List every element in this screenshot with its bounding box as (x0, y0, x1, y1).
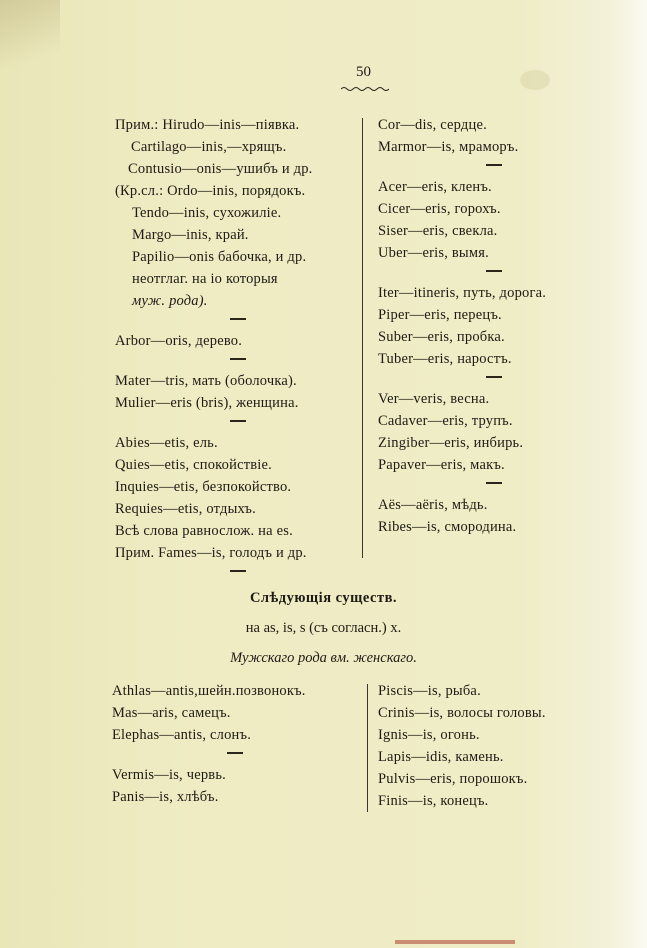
entry-line: Mulier—eris (bris), женщина. (115, 395, 299, 411)
separator-dash (115, 564, 365, 582)
entry-line: Crinis—is, волосы головы. (378, 705, 546, 721)
entry-line: Requies—etis, отдыхъ. (115, 501, 256, 517)
entry-line: Panis—is, хлѣбъ. (112, 789, 219, 805)
lower-right-column (378, 680, 628, 812)
entry-line: Cor—dis, сердце. (378, 117, 487, 133)
entry-line: Zingiber—eris, инбирь. (378, 435, 524, 451)
separator-dash (378, 370, 628, 388)
entry-line: Lapis—idis, камень. (378, 749, 504, 765)
entry-line: Прим.: Hirudo—inis—піявка. (115, 117, 300, 133)
separator-dash (112, 746, 372, 764)
entry-line: Margo—inis, край. (132, 227, 249, 243)
entry-line: Mas—aris, самецъ. (112, 705, 231, 721)
entry-line: Всѣ слова равнослож. на es. (115, 523, 293, 539)
paper-spot (520, 70, 550, 90)
page-stain (0, 0, 60, 100)
entry-line: Ignis—is, огонь. (378, 727, 480, 743)
column-divider (362, 118, 363, 558)
entry-line: Acer—eris, кленъ. (378, 179, 492, 195)
entry-line: Quies—etis, спокойствіе. (115, 457, 272, 473)
entry-line: Vermis—is, червь. (112, 767, 226, 783)
entry-line: Piper—eris, перецъ. (378, 307, 502, 323)
entry-line: Tuber—eris, наростъ. (378, 351, 512, 367)
entry-line: Cicer—eris, горохъ. (378, 201, 501, 217)
page-number: 50 (356, 64, 371, 80)
entry-line: Ver—veris, весна. (378, 391, 490, 407)
separator-dash (378, 476, 628, 494)
entry-line: Cadaver—eris, трупъ. (378, 413, 513, 429)
entry-line: Tendo—inis, сухожиліе. (132, 205, 282, 221)
entry-line: Cartilago—inis,—хрящъ. (131, 139, 287, 155)
separator-dash (115, 312, 365, 330)
entry-line: Athlas—antis,шейн.позвонокъ. (112, 683, 306, 699)
entry-line: Papilio—onis бабочка, и др. (132, 249, 307, 265)
lower-left-column (112, 680, 372, 808)
entry-line: Suber—eris, пробка. (378, 329, 505, 345)
separator-dash (115, 414, 365, 432)
entry-line: Uber—eris, вымя. (378, 245, 489, 261)
entry-line: Elephas—antis, слонъ. (112, 727, 252, 743)
section-heading: Слѣдующія существ. (249, 590, 398, 606)
separator-dash (115, 352, 365, 370)
entry-line: Ribes—is, смородина. (378, 519, 517, 535)
section-subheading: на as, is, s (съ согласн.) x. (245, 620, 402, 636)
entry-line: Iter—itineris, путь, дорога. (378, 285, 547, 301)
page-edge-mark (395, 940, 515, 944)
separator-dash (378, 264, 628, 282)
gender-note: Мужскаго рода вм. женскаго. (230, 650, 417, 666)
entry-line: неотглаг. на іо которыя (132, 271, 278, 287)
entry-line: Siser—eris, свекла. (378, 223, 498, 239)
lower-column-divider (367, 684, 368, 812)
right-column (378, 114, 628, 538)
entry-line: Finis—is, конецъ. (378, 793, 489, 809)
entry-line: Papaver—eris, макъ. (378, 457, 505, 473)
separator-dash (378, 158, 628, 176)
entry-line: Mater—tris, мать (оболочка). (115, 373, 297, 389)
entry-line: (Кр.сл.: Ordo—inis, порядокъ. (115, 183, 306, 199)
entry-line: Piscis—is, рыба. (378, 683, 481, 699)
left-column (115, 114, 365, 582)
ornament-wave (341, 86, 389, 91)
entry-line: Aës—aëris, мѣдь. (378, 497, 488, 513)
entry-line: Inquies—etis, безпокойство. (115, 479, 292, 495)
entry-line: Contusio—onis—ушибъ и др. (128, 161, 313, 177)
entry-line: Pulvis—eris, порошокъ. (378, 771, 528, 787)
entry-line: Arbor—oris, дерево. (115, 333, 243, 349)
entry-line: Marmor—is, мраморъ. (378, 139, 519, 155)
entry-line: Прим. Fames—is, голодъ и др. (115, 545, 307, 561)
entry-line: Abies—etis, ель. (115, 435, 218, 451)
entry-line: муж. рода). (132, 293, 208, 309)
